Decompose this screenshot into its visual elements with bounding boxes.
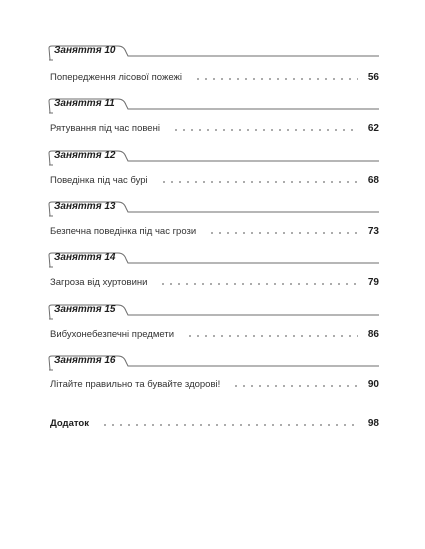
toc-entry-page: 90: [367, 379, 379, 390]
toc-entry-title: Літайте правильно та бувайте здорові!: [50, 379, 221, 390]
dot-leader: [208, 232, 358, 234]
appendix-title: Додаток: [50, 418, 89, 429]
toc-entry-page: 62: [367, 123, 379, 134]
toc-entry-page: 73: [367, 226, 379, 237]
section-tab-label: Заняття 15: [54, 304, 116, 315]
section-tab-label: Заняття 14: [54, 252, 116, 263]
toc-entry-page: 56: [367, 72, 379, 83]
section-tab-frame: [46, 353, 379, 371]
toc-entry-title: Безпечна поведінка під час грози: [50, 226, 197, 237]
toc-entry[interactable]: [50, 123, 379, 137]
section-tab-frame: [46, 148, 379, 166]
toc-entry[interactable]: [50, 175, 379, 189]
dot-leader: [172, 129, 358, 131]
dot-leader: [160, 181, 358, 183]
toc-entry-title: Загроза від хуртовини: [50, 277, 148, 288]
toc-entry[interactable]: [50, 72, 379, 86]
section-tab-label: Заняття 12: [54, 150, 116, 161]
section-tab-label: Заняття 13: [54, 201, 116, 212]
toc-entry-title: Попередження лісової пожежі: [50, 72, 182, 83]
dot-leader: [159, 283, 357, 285]
toc-entry-page: 68: [367, 175, 379, 186]
dot-leader: [186, 335, 358, 337]
section-tab-frame: [46, 96, 379, 114]
dot-leader: [232, 385, 358, 387]
section-tab-label: Заняття 11: [54, 98, 115, 109]
section-tab-frame: [46, 43, 379, 61]
toc-entry-page: 86: [367, 329, 379, 340]
section-tab-frame: [46, 199, 379, 217]
toc-entry[interactable]: [50, 329, 379, 343]
toc-entry-title: Рятування під час повені: [50, 123, 160, 134]
appendix-page: 98: [367, 418, 379, 429]
section-tab-label: Заняття 10: [54, 45, 116, 56]
toc-entry[interactable]: [50, 226, 379, 240]
toc-entry[interactable]: [50, 277, 379, 291]
section-tab-frame: [46, 302, 379, 320]
toc-entry-page: 79: [367, 277, 379, 288]
dot-leader: [194, 78, 358, 80]
dot-leader: [101, 424, 358, 426]
section-tab-label: Заняття 16: [54, 355, 116, 366]
toc-entry-title: Поведінка під час бурі: [50, 175, 148, 186]
toc-appendix-entry[interactable]: [50, 418, 379, 432]
section-tab-frame: [46, 250, 379, 268]
toc-entry[interactable]: [50, 379, 379, 393]
toc-entry-title: Вибухонебезпечні предмети: [50, 329, 175, 340]
